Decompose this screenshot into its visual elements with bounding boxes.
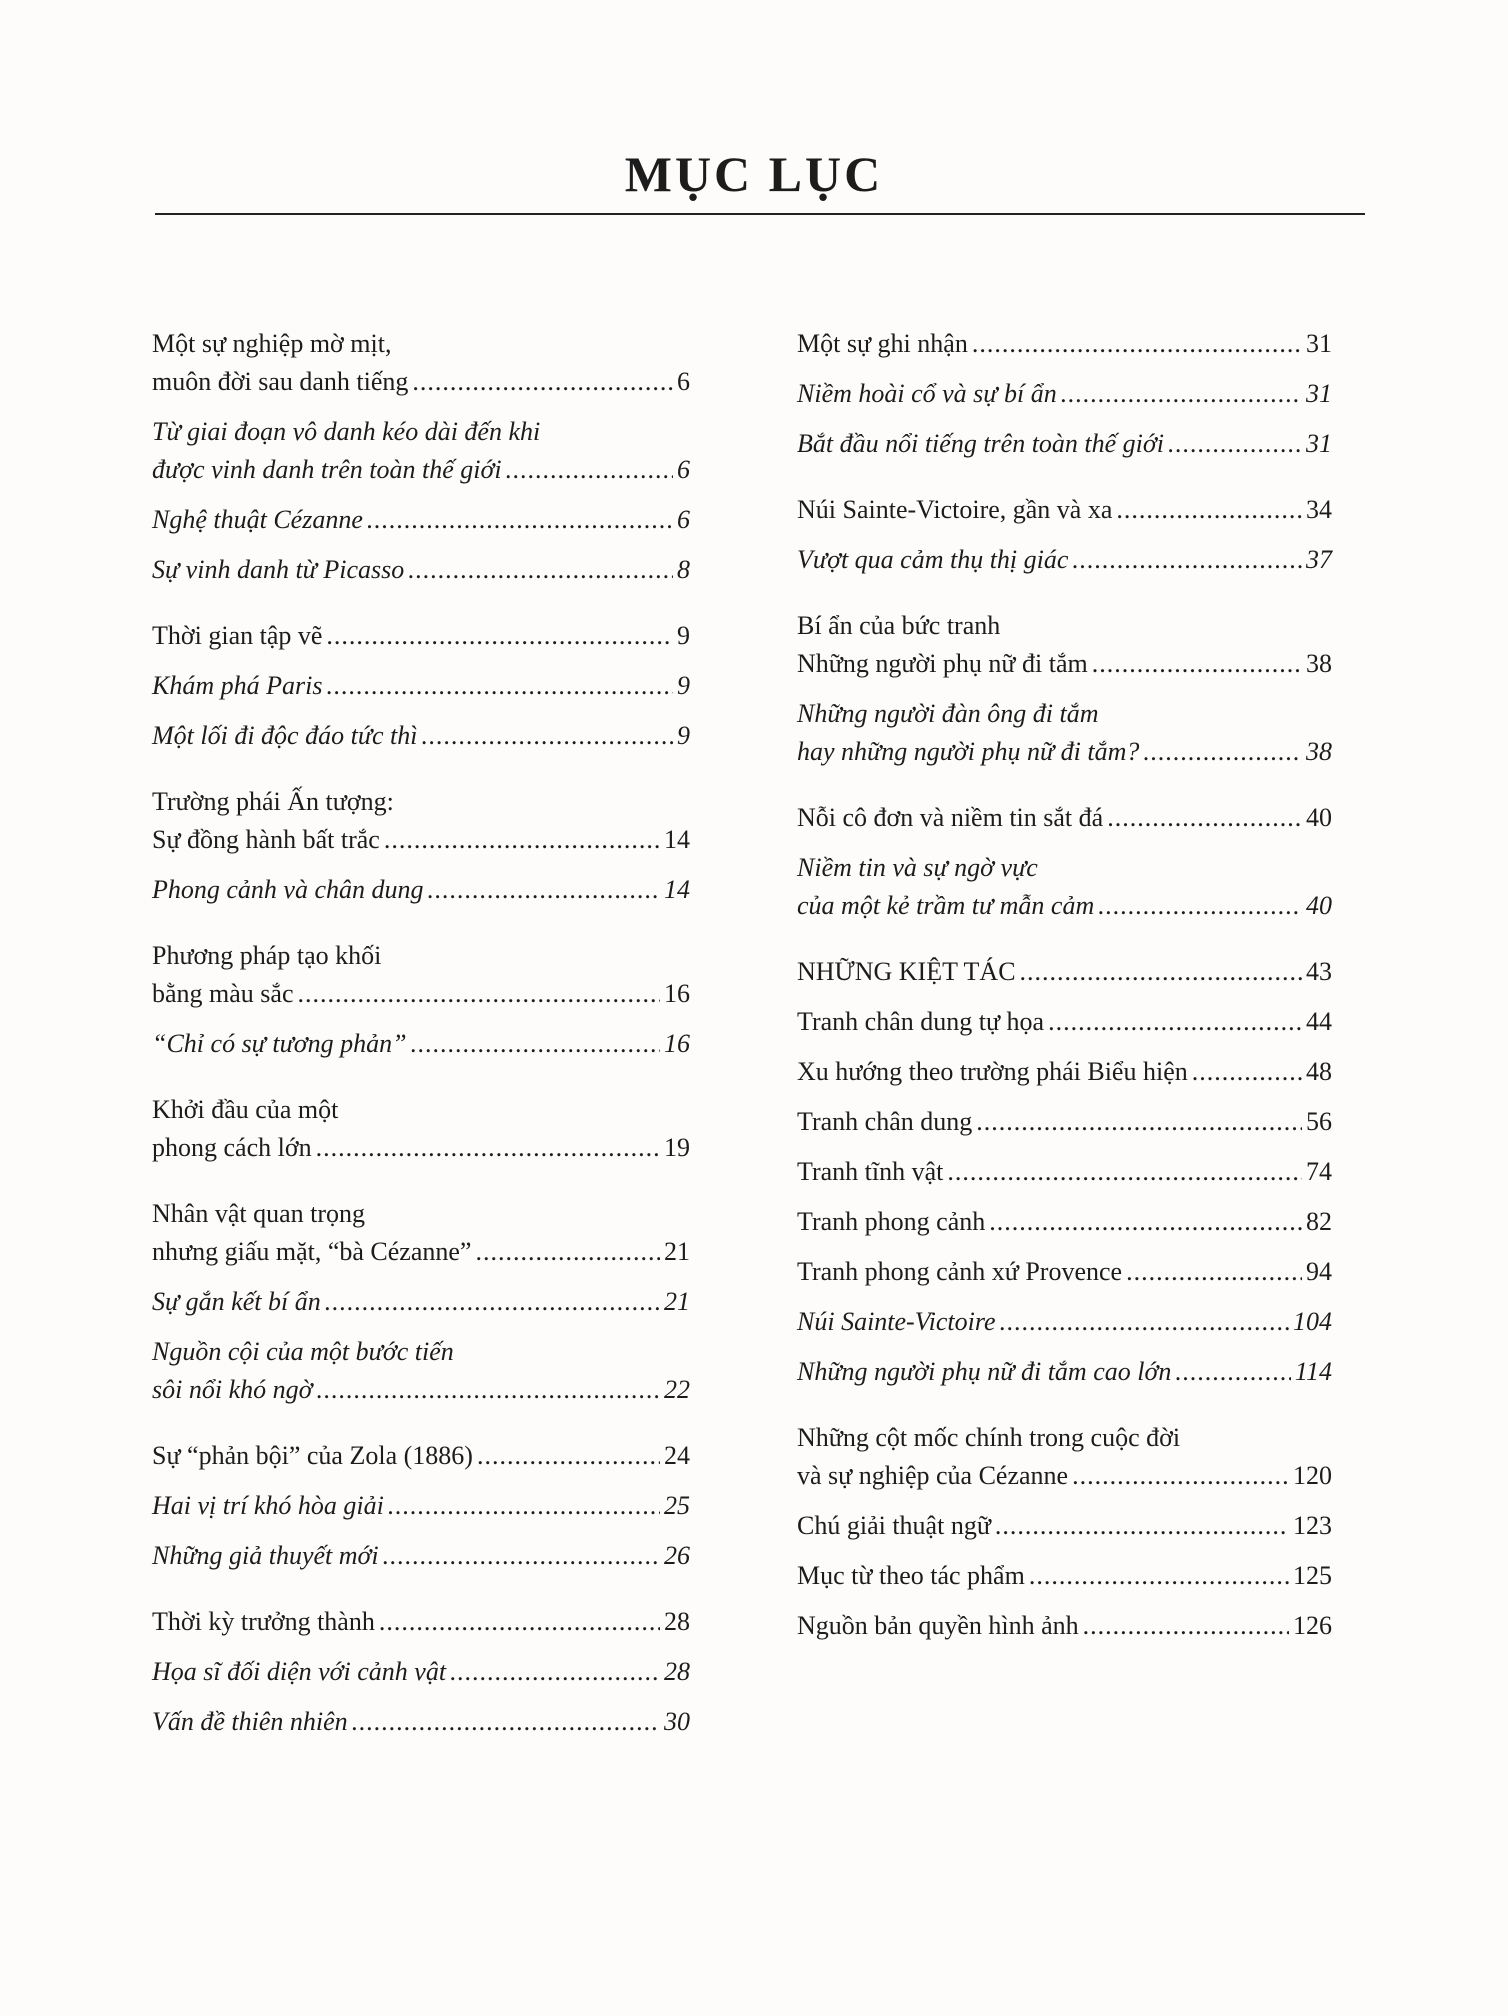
page-number: 16 [664, 1029, 690, 1058]
toc-entry[interactable] [797, 541, 1332, 579]
dot-leader [379, 1603, 660, 1641]
toc-entry-title: Sự đồng hành bất trắc [152, 825, 380, 854]
toc-group [152, 1437, 690, 1575]
toc-entry-title-line: Từ giai đoạn vô danh kéo dài đến khi [152, 417, 541, 446]
page-number: 40 [1306, 803, 1332, 832]
page-number: 82 [1306, 1207, 1332, 1236]
toc-entry-title-line: Niềm tin và sự ngờ vực [797, 853, 1038, 882]
page-number: 16 [664, 979, 690, 1008]
dot-leader [1168, 425, 1302, 463]
toc-entry-title: Một lối đi độc đáo tức thì [152, 721, 418, 750]
toc-group [152, 1195, 690, 1409]
dot-leader [1107, 799, 1302, 837]
toc-entry-title: và sự nghiệp của Cézanne [797, 1461, 1069, 1490]
toc-entry[interactable] [152, 1603, 690, 1641]
toc-entry[interactable] [152, 1437, 690, 1475]
toc-entry-title: phong cách lớn [152, 1133, 312, 1162]
toc-entry[interactable] [152, 551, 690, 589]
toc-entry-title: Mục từ theo tác phẩm [797, 1561, 1025, 1590]
dot-leader [412, 363, 673, 401]
page-number: 25 [664, 1491, 690, 1520]
page-number: 104 [1293, 1307, 1332, 1336]
toc-entry[interactable] [797, 1507, 1332, 1545]
toc-entry-title: hay những người phụ nữ đi tắm? [797, 737, 1140, 766]
page-number: 38 [1306, 649, 1332, 678]
toc-entry-title: sôi nổi khó ngờ [152, 1375, 313, 1404]
dot-leader [326, 617, 673, 655]
toc-entry[interactable] [152, 1703, 690, 1741]
page-number: 31 [1306, 329, 1332, 358]
dot-leader [326, 667, 673, 705]
page-number: 38 [1306, 737, 1332, 766]
toc-entry-title: Xu hướng theo trường phái Biểu hiện [797, 1057, 1188, 1086]
toc-group [152, 1091, 690, 1167]
toc-entry[interactable] [152, 937, 690, 1013]
toc-entry[interactable] [797, 325, 1332, 363]
toc-left-column [152, 325, 690, 1769]
page-number: 14 [664, 825, 690, 854]
dot-leader [1175, 1353, 1291, 1391]
toc-entry-title: Họa sĩ đối diện với cảnh vật [152, 1657, 447, 1686]
toc-entry-title: NHỮNG KIỆT TÁC [797, 957, 1016, 986]
toc-entry[interactable] [152, 1537, 690, 1575]
toc-entry-title: “Chỉ có sự tương phản” [152, 1029, 407, 1058]
toc-entry-title-line: Bí ẩn của bức tranh [797, 611, 1001, 640]
toc-entry-title: Niềm hoài cổ và sự bí ẩn [797, 379, 1057, 408]
toc-entry-title: của một kẻ trầm tư mẫn cảm [797, 891, 1095, 920]
page-number: 40 [1306, 891, 1332, 920]
toc-right-column [797, 325, 1332, 1673]
page-number: 43 [1306, 957, 1332, 986]
page-number: 9 [677, 621, 690, 650]
toc-entry-title: Thời kỳ trưởng thành [152, 1607, 375, 1636]
dot-leader [1116, 491, 1302, 529]
toc-entry-title: Một sự ghi nhận [797, 329, 968, 358]
toc-entry-title-line: Những cột mốc chính trong cuộc đời [797, 1423, 1181, 1452]
dot-leader [1029, 1557, 1289, 1595]
dot-leader [506, 451, 673, 489]
dot-leader [316, 1371, 660, 1409]
toc-group [797, 491, 1332, 579]
toc-entry-title: Sự gắn kết bí ẩn [152, 1287, 321, 1316]
page-number: 114 [1294, 1357, 1332, 1386]
toc-entry-title: Phong cảnh và chân dung [152, 875, 424, 904]
page-number: 31 [1306, 379, 1332, 408]
toc-entry[interactable] [152, 501, 690, 539]
toc-entry-title: bằng màu sắc [152, 979, 294, 1008]
toc-group [152, 1603, 690, 1741]
toc-entry-title: Nghệ thuật Cézanne [152, 505, 363, 534]
toc-entry[interactable] [152, 413, 690, 489]
page-number: 28 [664, 1657, 690, 1686]
dot-leader [475, 1233, 660, 1271]
toc-entry[interactable] [152, 871, 690, 909]
toc-entry[interactable] [152, 1195, 690, 1271]
toc-entry[interactable] [152, 1487, 690, 1525]
toc-entry[interactable] [797, 799, 1332, 837]
page-number: 6 [677, 455, 690, 484]
toc-entry[interactable] [797, 695, 1332, 771]
dot-leader [411, 1025, 660, 1063]
toc-entry[interactable] [797, 1053, 1332, 1091]
toc-group [797, 607, 1332, 771]
page-number: 28 [664, 1607, 690, 1636]
dot-leader [1092, 645, 1302, 683]
toc-entry[interactable] [797, 849, 1332, 925]
toc-entry[interactable] [797, 1203, 1332, 1241]
dot-leader [1098, 887, 1302, 925]
page-number: 9 [677, 671, 690, 700]
toc-entry-title-line: Những người đàn ông đi tắm [797, 699, 1099, 728]
toc-entry[interactable] [797, 1003, 1332, 1041]
dot-leader [976, 1103, 1302, 1141]
toc-entry[interactable] [152, 325, 690, 401]
page-title: MỤC LỤC [624, 146, 884, 202]
page-number: 8 [677, 555, 690, 584]
toc-group [797, 325, 1332, 463]
page-number: 37 [1306, 545, 1332, 574]
page-number: 74 [1306, 1157, 1332, 1186]
page-number: 123 [1293, 1511, 1332, 1540]
dot-leader [1072, 1457, 1289, 1495]
toc-entry-title: Tranh phong cảnh [797, 1207, 986, 1236]
toc-entry[interactable] [152, 717, 690, 755]
toc-entry[interactable] [152, 783, 690, 859]
toc-entry-title: Những người phụ nữ đi tắm [797, 649, 1088, 678]
dot-leader [388, 1487, 660, 1525]
toc-entry-title: Núi Sainte-Victoire [797, 1307, 996, 1336]
page-number: 126 [1293, 1611, 1332, 1640]
dot-leader [1126, 1253, 1302, 1291]
page-number: 22 [664, 1375, 690, 1404]
toc-group [152, 325, 690, 589]
toc-entry[interactable] [797, 953, 1332, 991]
page-number: 14 [664, 875, 690, 904]
dot-leader [1000, 1303, 1289, 1341]
toc-entry-title: Tranh chân dung [797, 1107, 973, 1136]
toc-entry-title: Chú giải thuật ngữ [797, 1511, 991, 1540]
dot-leader [352, 1703, 660, 1741]
dot-leader [428, 871, 660, 909]
toc-entry[interactable] [797, 1103, 1332, 1141]
page-number: 26 [664, 1541, 690, 1570]
page-number: 21 [664, 1237, 690, 1266]
toc-entry-title-line: Trường phái Ấn tượng: [152, 787, 394, 816]
page-number: 56 [1306, 1107, 1332, 1136]
toc-entry-title: được vinh danh trên toàn thế giới [152, 455, 502, 484]
page-number: 6 [677, 367, 690, 396]
toc-entry-title: Sự “phản bội” của Zola (1886) [152, 1441, 473, 1470]
dot-leader [383, 1537, 660, 1575]
toc-entry-title: Thời gian tập vẽ [152, 621, 323, 650]
toc-entry-title: Hai vị trí khó hòa giải [152, 1491, 384, 1520]
dot-leader [972, 325, 1302, 363]
dot-leader [947, 1153, 1302, 1191]
toc-entry[interactable] [152, 617, 690, 655]
dot-leader [1192, 1053, 1302, 1091]
page-number: 34 [1306, 495, 1332, 524]
toc-group [152, 937, 690, 1063]
toc-entry-title-line: Khởi đầu của một [152, 1095, 339, 1124]
toc-entry[interactable] [152, 1025, 690, 1063]
toc-entry[interactable] [797, 1303, 1332, 1341]
dot-leader [1061, 375, 1302, 413]
dot-leader [1083, 1607, 1289, 1645]
toc-entry[interactable] [797, 1253, 1332, 1291]
dot-leader [1143, 733, 1302, 771]
dot-leader [989, 1203, 1302, 1241]
dot-leader [1072, 541, 1302, 579]
page-number: 6 [677, 505, 690, 534]
toc-entry-title-line: Phương pháp tạo khối [152, 941, 382, 970]
toc-entry[interactable] [797, 607, 1332, 683]
toc-entry-title: Nỗi cô đơn và niềm tin sắt đá [797, 803, 1104, 832]
toc-entry[interactable] [152, 1091, 690, 1167]
toc-entry[interactable] [797, 1353, 1332, 1391]
toc-entry-title: Vấn đề thiên nhiên [152, 1707, 348, 1736]
dot-leader [325, 1283, 660, 1321]
page-number: 44 [1306, 1007, 1332, 1036]
toc-entry[interactable] [797, 1419, 1332, 1495]
toc-entry-title: Tranh chân dung tự họa [797, 1007, 1045, 1036]
toc-entry[interactable] [797, 425, 1332, 463]
toc-entry-title-line: Nguồn cội của một bước tiến [152, 1337, 454, 1366]
toc-entry-title: Vượt qua cảm thụ thị giác [797, 545, 1069, 574]
page-number: 21 [664, 1287, 690, 1316]
dot-leader [477, 1437, 660, 1475]
toc-entry-title: Khám phá Paris [152, 671, 323, 700]
page-number: 31 [1306, 429, 1332, 458]
page-number: 9 [677, 721, 690, 750]
toc-entry-title-line: Một sự nghiệp mờ mịt, [152, 329, 392, 358]
toc-entry-title-line: Nhân vật quan trọng [152, 1199, 366, 1228]
toc-entry-title: Nguồn bản quyền hình ảnh [797, 1611, 1079, 1640]
dot-leader [450, 1653, 660, 1691]
page-number: 120 [1293, 1461, 1332, 1490]
dot-leader [367, 501, 673, 539]
toc-entry[interactable] [797, 1557, 1332, 1595]
dot-leader [1048, 1003, 1302, 1041]
dot-leader [316, 1129, 660, 1167]
toc-entry-title: Những giả thuyết mới [152, 1541, 379, 1570]
page-number: 125 [1293, 1561, 1332, 1590]
title-rule [155, 213, 1365, 215]
toc-entry[interactable] [152, 667, 690, 705]
page-number: 48 [1306, 1057, 1332, 1086]
page-number: 94 [1306, 1257, 1332, 1286]
toc-entry-title: Sự vinh danh từ Picasso [152, 555, 405, 584]
toc-entry-title: Núi Sainte-Victoire, gần và xa [797, 495, 1113, 524]
page-number: 19 [664, 1133, 690, 1162]
toc-entry-title: Bắt đầu nổi tiếng trên toàn thế giới [797, 429, 1165, 458]
dot-leader [1020, 953, 1302, 991]
dot-leader [421, 717, 673, 755]
toc-entry[interactable] [797, 491, 1332, 529]
page-number: 24 [664, 1441, 690, 1470]
toc-entry-title: Những người phụ nữ đi tắm cao lớn [797, 1357, 1172, 1386]
toc-group [797, 1419, 1332, 1645]
dot-leader [298, 975, 660, 1013]
page-number: 30 [664, 1707, 690, 1736]
toc-entry-title: Tranh tĩnh vật [797, 1157, 944, 1186]
toc-entry[interactable] [797, 1607, 1332, 1645]
toc-group [797, 799, 1332, 925]
toc-entry[interactable] [797, 375, 1332, 413]
toc-entry[interactable] [152, 1333, 690, 1409]
toc-group [152, 783, 690, 909]
dot-leader [384, 821, 660, 859]
toc-entry-title: Tranh phong cảnh xứ Provence [797, 1257, 1123, 1286]
dot-leader [995, 1507, 1289, 1545]
toc-entry[interactable] [797, 1153, 1332, 1191]
toc-entry[interactable] [152, 1283, 690, 1321]
dot-leader [408, 551, 673, 589]
toc-entry-title: nhưng giấu mặt, “bà Cézanne” [152, 1237, 472, 1266]
toc-entry[interactable] [152, 1653, 690, 1691]
toc-group [797, 953, 1332, 1391]
toc-entry-title: muôn đời sau danh tiếng [152, 367, 409, 396]
toc-group [152, 617, 690, 755]
